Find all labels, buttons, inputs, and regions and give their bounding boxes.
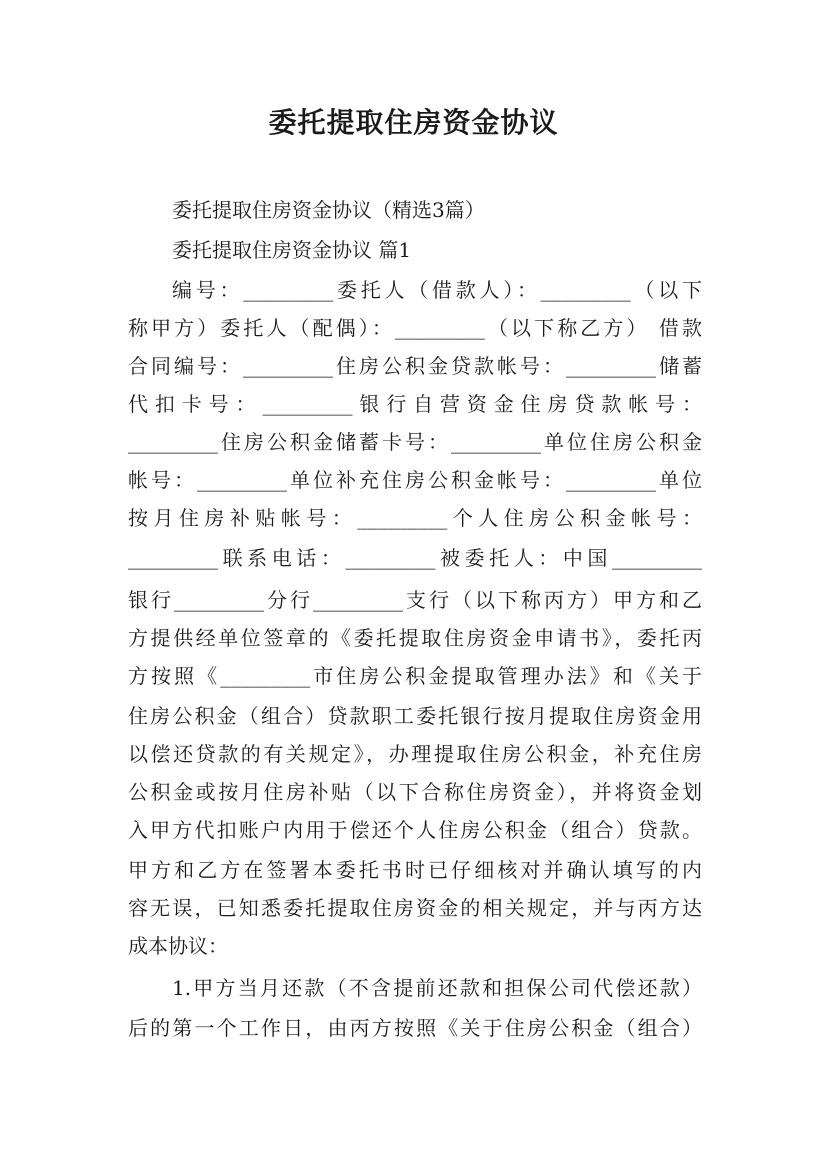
paragraph-line: 住房公积金（组合）贷款职工委托银行按月提取住房资金用 (128, 704, 702, 728)
paragraph-line: 入甲方代扣账户内用于偿还个人住房公积金（组合）贷款。 (128, 818, 702, 842)
paragraph-line: 称甲方）委托人（配偶）：_________（以下称乙方） 借款 (128, 316, 702, 340)
paragraph-line: 编号：_________委托人（借款人）：_________（以下 (172, 278, 702, 302)
paragraph-line: 以偿还贷款的有关规定》，办理提取住房公积金，补充住房 (128, 742, 702, 766)
paragraph-line: 方按照《_________市住房公积金提取管理办法》和《关于 (128, 664, 702, 688)
document-subtitle: 委托提取住房资金协议（精选3篇） (172, 198, 485, 222)
paragraph-line: 成本协议： (128, 934, 228, 958)
document-title: 委托提取住房资金协议 (268, 106, 559, 139)
paragraph-line: _________联系电话：_________被委托人：中国_________ (128, 546, 702, 570)
paragraph-line: 代扣卡号：_________银行自营资金住房贷款帐号： (128, 392, 702, 416)
paragraph-line: 帐号：_________单位补充住房公积金帐号：_________单位 (128, 468, 702, 492)
paragraph-line: 容无误，已知悉委托提取住房资金的相关规定，并与丙方达 (128, 896, 702, 920)
paragraph-line: _________住房公积金储蓄卡号：_________单位住房公积金 (128, 430, 702, 454)
paragraph-line: 甲方和乙方在签署本委托书时已仔细核对并确认填写的内 (128, 858, 702, 882)
paragraph-line: 银行_________分行_________支行（以下称丙方）甲方和乙 (128, 588, 702, 612)
paragraph-line: 合同编号：_________住房公积金贷款帐号：_________储蓄 (128, 354, 702, 378)
section-heading: 委托提取住房资金协议 篇1 (172, 238, 412, 262)
paragraph-line: 后的第一个工作日，由丙方按照《关于住房公积金（组合） (128, 1016, 702, 1040)
paragraph-line: 方提供经单位签章的《委托提取住房资金申请书》，委托丙 (128, 626, 702, 650)
paragraph-line: 1.甲方当月还款（不含提前还款和担保公司代偿还款） (172, 976, 702, 1000)
paragraph-line: 公积金或按月住房补贴（以下合称住房资金），并将资金划 (128, 780, 702, 804)
paragraph-line: 按月住房补贴帐号：_________个人住房公积金帐号： (128, 506, 702, 530)
